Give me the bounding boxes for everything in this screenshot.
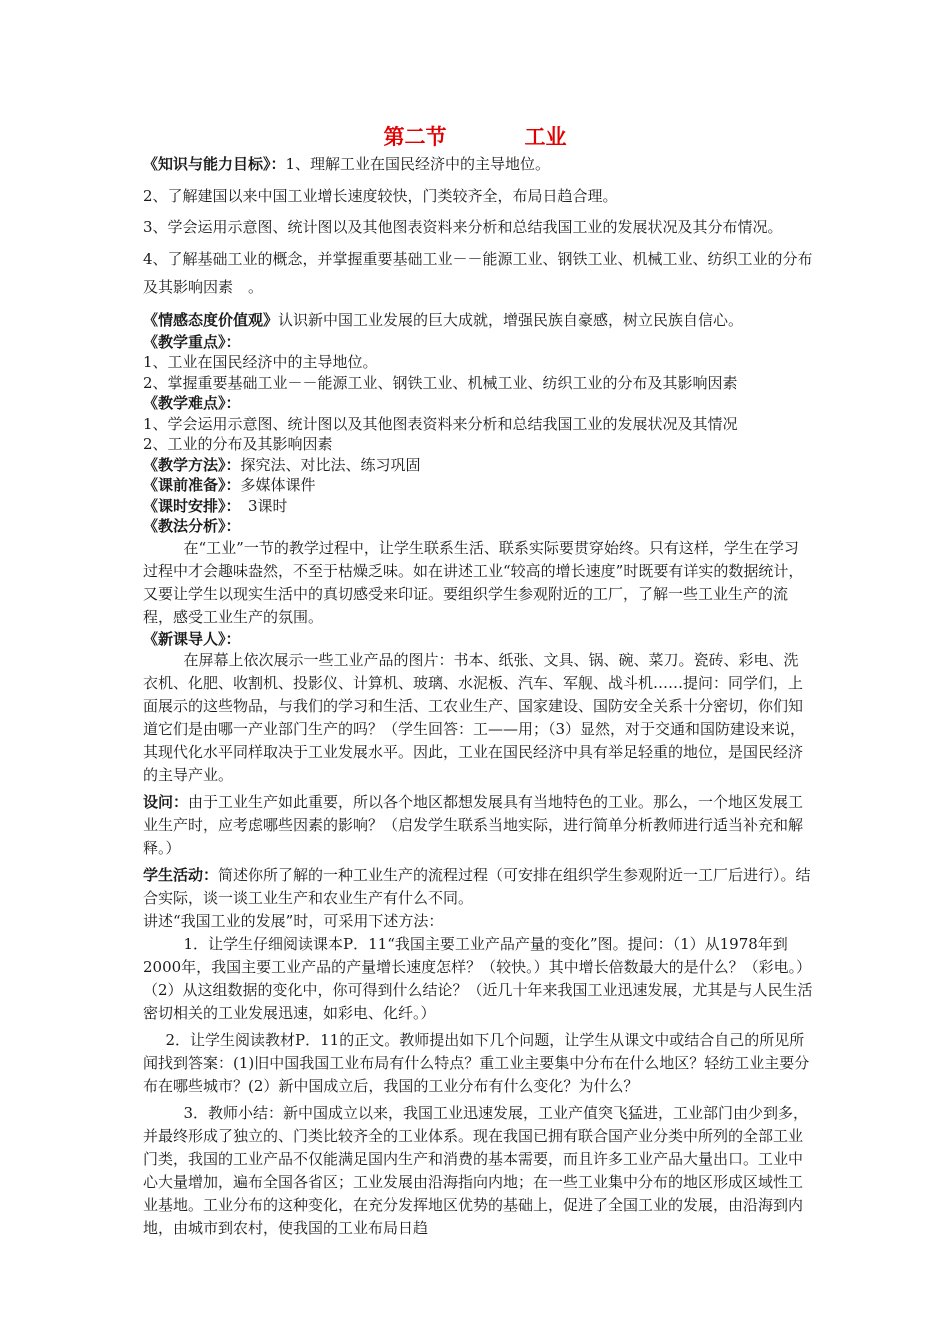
difficult-point-1: 1、学会运用示意图、统计图以及其他图表资料来分析和总结我国工业的发展状况及其情况: [143, 414, 738, 433]
development-step-1: 1．让学生仔细阅读课本P．11“我国主要工业产品产量的变化”图。提问：（1）从1978年到2000年，我国主要工业产品的产量增长速度怎样？（较快。）其中增长倍数最大的是什么？（彩电。）（2）从这组数据的变化中，你可得到什么结论？（近几十年来我国工业迅速发展，尤其是与人民生活密切相关的工业发展迅速，如彩电、化纤。）: [143, 935, 813, 1022]
emotion-goal: [143, 308, 813, 332]
development-intro: 讲述“我国工业的发展”时，可采用下述方法：: [143, 912, 444, 930]
time-text: 3课时: [233, 496, 288, 515]
time-label: 《课时安排》：: [143, 496, 234, 515]
key-point-1: 1、工业在国民经济中的主导地位。: [143, 353, 378, 371]
class-preparation: [143, 475, 813, 496]
goal-item-2: 2、了解建国以来中国工业增长速度较快，门类较齐全，布局日趋合理。: [143, 186, 618, 205]
activity-paragraph: [143, 864, 813, 910]
emotion-text: 认识新中国工业发展的巨大成就，增强民族自豪感，树立民族自信心。: [278, 310, 744, 329]
goal-line-1: [143, 150, 813, 179]
development-step-3: 3．教师小结：新中国成立以来，我国工业迅速发展，工业产值突飞猛进，工业部门由少到多，并最终形成了独立的、门类比较齐全的工业体系。现在我国已拥有联合国产业分类中所列的全部工业门类，我国的工业产品不仅能满足国内生产和消费的基本需要，而且许多工业产品大量出口。工业中心大量增加，遍布全国各省区；工业发展由沿海指向内地；在一些工业集中分布的地区形成区域性工业基地。工业分布的这种变化，在充分发挥地区优势的基础上，促进了全国工业的发展，由沿海到内地，由城市到农村，使我国的工业布局日趋: [143, 1104, 809, 1237]
intro-label: 《新课导人》：: [143, 629, 241, 648]
difficult-points-label: 《教学难点》：: [143, 394, 241, 412]
goal-item-4: 4、了解基础工业的概念，并掌握重要基础工业－－能源工业、钢铁工业、机械工业、纺织工业的分布及其影响因素 。: [143, 249, 813, 296]
lesson-plan-body: [143, 150, 813, 1240]
analysis-paragraph: 在“工业”一节的教学过程中，让学生联系生活、联系实际要贯穿始终。只有这样，学生在学习过程中才会趣味盎然，不至于枯燥乏味。如在讲述工业“较高的增长速度”时既要有详实的数据统计，又要让学生以现实生活中的真切感受来印证。要组织学生参观附近的工厂，了解一些工业生产的流程，感受工业生产的氛围。: [143, 538, 804, 626]
question-text: 由于工业生产如此重要，所以各个地区都想发展具有当地特色的工业。那么，一个地区发展工业生产时，应考虑哪些因素的影响？（启发学生联系当地实际，进行简单分析教师进行适当补充和解释。）: [143, 793, 804, 857]
question-label: 设问：: [143, 793, 189, 811]
title-subject: 工业: [524, 125, 567, 149]
key-points-label: 《教学重点》：: [143, 332, 241, 351]
prep-text: 多媒体课件: [240, 476, 316, 494]
development-step-2: 2．让学生阅读教材P．11的正文。教师提出如下几个问题，让学生从课文中或结合自己的所见所闻找到答案：(1)旧中国我国工业布局有什么特点？重工业主要集中分布在什么地区？轻纺工业主要分布在哪些城市？(2）新中国成立后，我国的工业分布有什么变化？为什么？: [143, 1031, 810, 1095]
goal-item-3: 3、学会运用示意图、统计图以及其他图表资料来分析和总结我国工业的发展状况及其分布情况。: [143, 218, 783, 236]
goal-item-1: 1、理解工业在国民经济中的主导地位。: [285, 155, 551, 173]
question-paragraph: [143, 791, 813, 860]
analysis-label: 《教法分析》：: [143, 517, 241, 535]
goal-label: 《知识与能力目标》：: [143, 155, 286, 173]
emotion-label: 《情感态度价值观》: [143, 310, 279, 329]
activity-label: 学生活动：: [143, 866, 219, 884]
title-section-number: 第二节: [383, 125, 447, 149]
teaching-method: [143, 455, 813, 476]
activity-text: 简述你所了解的一种工业生产的流程过程（可安排在组织学生参观附近一工厂后进行）。结合实际，谈一谈工业生产和农业生产有什么不同。: [143, 866, 811, 907]
method-label: 《教学方法》：: [143, 455, 241, 474]
difficult-point-2: 2、工业的分布及其影响因素: [143, 435, 333, 453]
key-point-2: 2、掌握重要基础工业－－能源工业、钢铁工业、机械工业、纺织工业的分布及其影响因素: [143, 373, 738, 392]
intro-paragraph: 在屏幕上依次展示一些工业产品的图片：书本、纸张、文具、锅、碗、菜刀。瓷砖、彩电、洗衣机、化肥、收割机、投影仪、计算机、玻璃、水泥板、汽车、军舰、战斗机……提问：同学们，上面展示的这些物品，与我们的学习和生活、工农业生产、国家建设、国防安全关系十分密切，你们知道它们是由哪一产业部门生产的吗？（学生回答：工——用；（3）显然，对于交通和国防建设来说，其现代化水平同样取决于工业发展水平。因此，工业在国民经济中具有举足轻重的地位，是国民经济的主导产业。: [143, 651, 806, 784]
class-hours: [143, 496, 813, 517]
prep-label: 《课前准备》：: [143, 476, 241, 494]
section-title: [0, 123, 950, 151]
method-text: 探究法、对比法、练习巩固: [240, 455, 421, 474]
